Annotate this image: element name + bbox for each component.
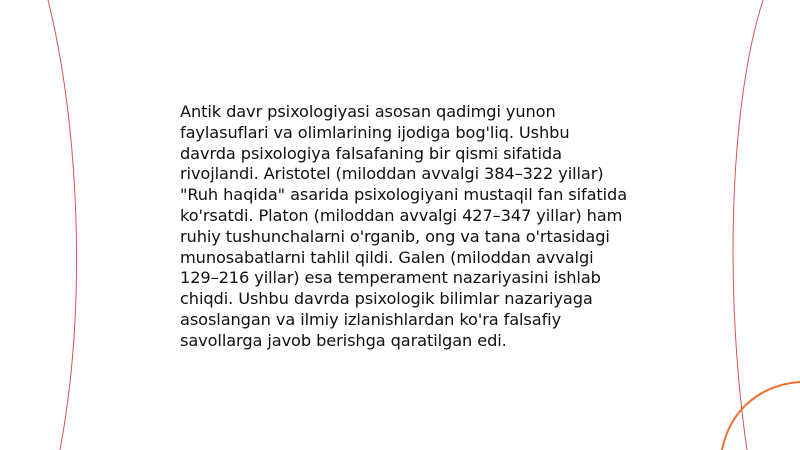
body-paragraph: Antik davr psixologiyasi asosan qadimgi yunon faylasuflari va olimlarining ijodiga bog'liq. Ushbu davrda psixologiya falsafaning bir qismi sifatida rivojlandi. Aristotel (miloddan avvalgi 384–322 yillar) "Ruh haqida" asarida psixologiyani mustaqil fan sifatida ko'rsatdi. Platon (miloddan avvalgi 427–347 yillar) ham ruhiy tushunchalarni o'rganib, ong va tana o'rtasidagi munosabatlarni tahlil qildi. Galen (miloddan avvalgi 129–216 yillar) esa temperament nazariyasini ishlab chiqdi. Ushbu davrda psixologik bilimlar nazariyaga asoslangan va ilmiy izlanishlardan ko'ra falsafiy savollarga javob berishga qaratilgan edi. [180,102,628,350]
right-decor-curve [733,0,763,450]
body-text-box [180,102,630,352]
left-decor-curve [48,0,77,450]
orange-accent-arc [722,382,800,450]
